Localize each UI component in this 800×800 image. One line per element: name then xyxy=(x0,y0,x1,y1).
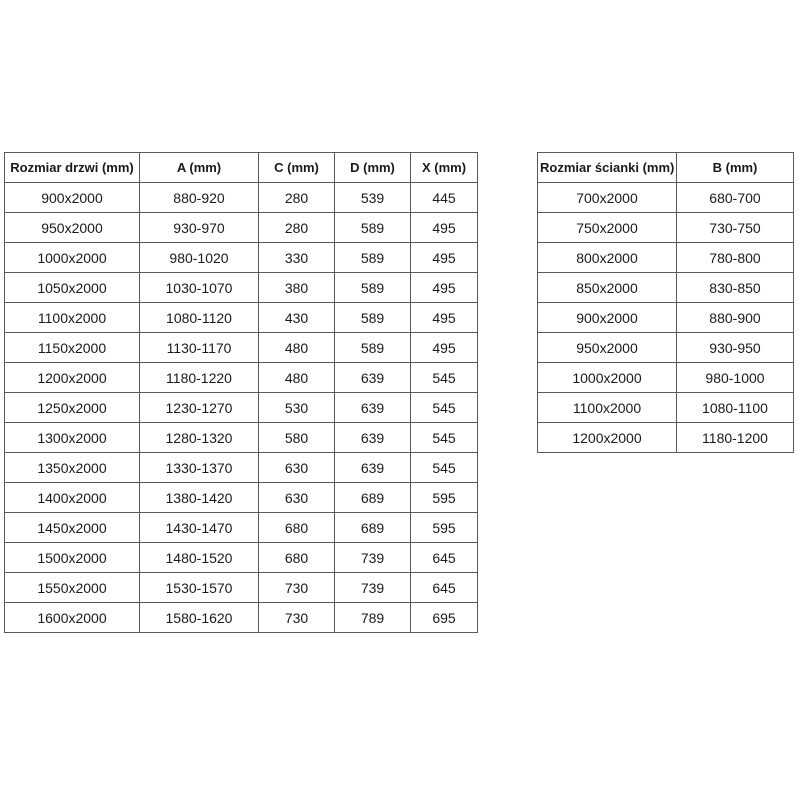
header-row xyxy=(5,153,478,183)
table-cell: 880-920 xyxy=(140,183,259,213)
table-cell: 950x2000 xyxy=(5,213,140,243)
table-cell: 495 xyxy=(411,213,478,243)
table-row xyxy=(5,603,478,633)
table-row xyxy=(538,183,794,213)
table-cell: 589 xyxy=(335,243,411,273)
table-cell: 1230-1270 xyxy=(140,393,259,423)
table-cell: 1030-1070 xyxy=(140,273,259,303)
table-cell: 1550x2000 xyxy=(5,573,140,603)
table-cell: 495 xyxy=(411,273,478,303)
table-cell: 1300x2000 xyxy=(5,423,140,453)
table-cell: 730 xyxy=(259,573,335,603)
column-header: X (mm) xyxy=(411,153,478,183)
table-row xyxy=(5,363,478,393)
table-cell: 1100x2000 xyxy=(5,303,140,333)
table-cell: 1250x2000 xyxy=(5,393,140,423)
table-row xyxy=(538,393,794,423)
table-cell: 480 xyxy=(259,363,335,393)
table-cell: 800x2000 xyxy=(538,243,677,273)
table-row xyxy=(5,573,478,603)
table-cell: 730 xyxy=(259,603,335,633)
table-cell: 1450x2000 xyxy=(5,513,140,543)
table-cell: 645 xyxy=(411,543,478,573)
column-header: Rozmiar ścianki (mm) xyxy=(538,153,677,183)
table-cell: 595 xyxy=(411,513,478,543)
table-row xyxy=(5,333,478,363)
table-cell: 930-970 xyxy=(140,213,259,243)
table-row xyxy=(5,243,478,273)
table-cell: 695 xyxy=(411,603,478,633)
column-header: D (mm) xyxy=(335,153,411,183)
table-row xyxy=(538,243,794,273)
table-cell: 545 xyxy=(411,423,478,453)
door-size-table-header xyxy=(5,153,478,183)
table-cell: 645 xyxy=(411,573,478,603)
table-cell: 595 xyxy=(411,483,478,513)
table-row xyxy=(538,333,794,363)
table-cell: 480 xyxy=(259,333,335,363)
table-cell: 750x2000 xyxy=(538,213,677,243)
table-cell: 639 xyxy=(335,393,411,423)
table-cell: 1480-1520 xyxy=(140,543,259,573)
table-cell: 1330-1370 xyxy=(140,453,259,483)
table-cell: 680 xyxy=(259,543,335,573)
table-cell: 950x2000 xyxy=(538,333,677,363)
table-cell: 445 xyxy=(411,183,478,213)
table-cell: 1600x2000 xyxy=(5,603,140,633)
table-cell: 1180-1220 xyxy=(140,363,259,393)
table-cell: 630 xyxy=(259,483,335,513)
table-cell: 1280-1320 xyxy=(140,423,259,453)
table-cell: 589 xyxy=(335,273,411,303)
table-row xyxy=(5,453,478,483)
table-row xyxy=(538,213,794,243)
table-cell: 1580-1620 xyxy=(140,603,259,633)
wall-size-table xyxy=(537,152,794,453)
table-row xyxy=(538,273,794,303)
table-cell: 689 xyxy=(335,513,411,543)
table-cell: 589 xyxy=(335,333,411,363)
table-cell: 280 xyxy=(259,213,335,243)
column-header: C (mm) xyxy=(259,153,335,183)
table-cell: 1500x2000 xyxy=(5,543,140,573)
table-cell: 530 xyxy=(259,393,335,423)
table-cell: 1200x2000 xyxy=(5,363,140,393)
wall-size-table-header xyxy=(538,153,794,183)
table-cell: 789 xyxy=(335,603,411,633)
table-cell: 680-700 xyxy=(677,183,794,213)
table-cell: 1000x2000 xyxy=(5,243,140,273)
door-size-table-body xyxy=(5,183,478,633)
header-row xyxy=(538,153,794,183)
table-cell: 430 xyxy=(259,303,335,333)
table-cell: 1150x2000 xyxy=(5,333,140,363)
table-row xyxy=(5,393,478,423)
table-cell: 1000x2000 xyxy=(538,363,677,393)
table-cell: 589 xyxy=(335,213,411,243)
table-cell: 1130-1170 xyxy=(140,333,259,363)
table-cell: 780-800 xyxy=(677,243,794,273)
table-cell: 495 xyxy=(411,303,478,333)
table-cell: 380 xyxy=(259,273,335,303)
table-cell: 1350x2000 xyxy=(5,453,140,483)
table-cell: 1100x2000 xyxy=(538,393,677,423)
table-row xyxy=(538,423,794,453)
table-cell: 330 xyxy=(259,243,335,273)
table-cell: 880-900 xyxy=(677,303,794,333)
table-cell: 495 xyxy=(411,243,478,273)
table-cell: 1400x2000 xyxy=(5,483,140,513)
table-cell: 930-950 xyxy=(677,333,794,363)
wall-size-table-body xyxy=(538,183,794,453)
table-cell: 1080-1100 xyxy=(677,393,794,423)
table-cell: 1530-1570 xyxy=(140,573,259,603)
table-cell: 739 xyxy=(335,573,411,603)
table-row xyxy=(5,273,478,303)
column-header: Rozmiar drzwi (mm) xyxy=(5,153,140,183)
table-cell: 280 xyxy=(259,183,335,213)
table-cell: 700x2000 xyxy=(538,183,677,213)
table-row xyxy=(5,543,478,573)
table-cell: 1180-1200 xyxy=(677,423,794,453)
table-cell: 730-750 xyxy=(677,213,794,243)
table-cell: 830-850 xyxy=(677,273,794,303)
table-cell: 980-1020 xyxy=(140,243,259,273)
table-cell: 1050x2000 xyxy=(5,273,140,303)
table-row xyxy=(5,483,478,513)
table-cell: 580 xyxy=(259,423,335,453)
table-cell: 689 xyxy=(335,483,411,513)
table-cell: 1430-1470 xyxy=(140,513,259,543)
door-size-table xyxy=(4,152,478,633)
table-cell: 1080-1120 xyxy=(140,303,259,333)
table-row xyxy=(538,303,794,333)
table-cell: 1200x2000 xyxy=(538,423,677,453)
table-cell: 1380-1420 xyxy=(140,483,259,513)
table-cell: 589 xyxy=(335,303,411,333)
table-row xyxy=(5,303,478,333)
table-cell: 739 xyxy=(335,543,411,573)
table-cell: 545 xyxy=(411,363,478,393)
table-cell: 980-1000 xyxy=(677,363,794,393)
table-cell: 639 xyxy=(335,363,411,393)
table-cell: 539 xyxy=(335,183,411,213)
table-cell: 545 xyxy=(411,453,478,483)
table-cell: 630 xyxy=(259,453,335,483)
table-cell: 900x2000 xyxy=(5,183,140,213)
table-cell: 680 xyxy=(259,513,335,543)
table-cell: 639 xyxy=(335,453,411,483)
table-row xyxy=(5,213,478,243)
table-cell: 545 xyxy=(411,393,478,423)
table-cell: 495 xyxy=(411,333,478,363)
column-header: A (mm) xyxy=(140,153,259,183)
table-row xyxy=(5,183,478,213)
table-cell: 900x2000 xyxy=(538,303,677,333)
table-row xyxy=(5,423,478,453)
table-cell: 639 xyxy=(335,423,411,453)
table-row xyxy=(538,363,794,393)
table-row xyxy=(5,513,478,543)
table-cell: 850x2000 xyxy=(538,273,677,303)
column-header: B (mm) xyxy=(677,153,794,183)
